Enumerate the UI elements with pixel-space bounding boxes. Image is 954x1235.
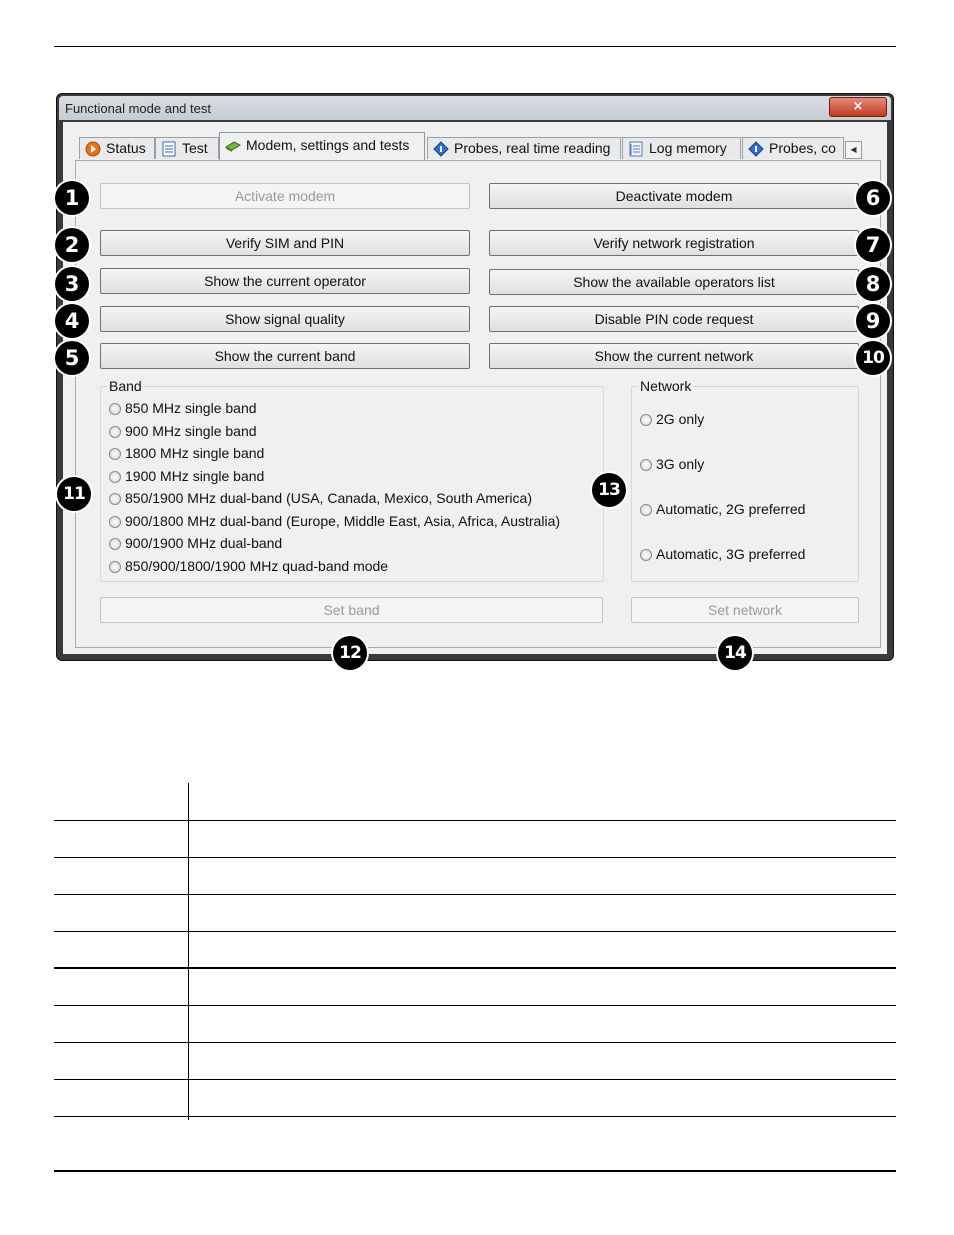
- network-option-label: 2G only: [656, 411, 705, 427]
- network-option[interactable]: [640, 456, 704, 472]
- band-option-label: 900/1800 MHz dual-band (Europe, Middle East, Asia, Africa, Australia): [125, 513, 561, 529]
- modem-icon: [225, 138, 241, 154]
- tab-scroll-left-icon[interactable]: ◀: [845, 141, 862, 159]
- band-option-label: 1800 MHz single band: [125, 445, 265, 461]
- tab-label: Status: [106, 140, 146, 156]
- radio-button[interactable]: [109, 561, 121, 573]
- radio-button[interactable]: [640, 459, 652, 471]
- notebook-icon: [628, 141, 644, 157]
- tab-scroll-arrows: [845, 137, 879, 155]
- table-row: [54, 821, 896, 858]
- disable-pin-request-button[interactable]: Disable PIN code request: [489, 306, 859, 332]
- show-current-operator-button[interactable]: Show the current operator: [100, 268, 470, 294]
- band-option[interactable]: [109, 490, 532, 506]
- radio-button[interactable]: [640, 549, 652, 561]
- table-row: [54, 1006, 896, 1043]
- band-option[interactable]: [109, 445, 264, 461]
- checklist-icon: [161, 141, 177, 157]
- set-band-button[interactable]: Set band: [100, 597, 603, 623]
- callout-marker: 7: [856, 228, 890, 262]
- tab-label: Probes, real time reading: [454, 140, 611, 156]
- band-group-label: Band: [109, 378, 142, 394]
- table-row: [54, 1043, 896, 1080]
- band-option-label: 1900 MHz single band: [125, 468, 265, 484]
- callout-marker: 5: [55, 341, 89, 375]
- callout-marker: 13: [592, 473, 626, 507]
- band-option[interactable]: [109, 400, 257, 416]
- radio-button[interactable]: [109, 426, 121, 438]
- verify-sim-pin-button[interactable]: Verify SIM and PIN: [100, 230, 470, 256]
- close-icon: ×: [852, 99, 864, 114]
- tab-probes-realtime[interactable]: [427, 137, 621, 159]
- show-operators-list-button[interactable]: Show the available operators list: [489, 269, 859, 295]
- band-option[interactable]: [109, 423, 257, 439]
- radio-button[interactable]: [640, 414, 652, 426]
- band-option-label: 850/900/1800/1900 MHz quad-band mode: [125, 558, 389, 574]
- network-option-label: Automatic, 3G preferred: [656, 546, 806, 562]
- radio-button[interactable]: [109, 403, 121, 415]
- modem-settings-panel: [75, 160, 881, 648]
- activate-modem-button[interactable]: Activate modem: [100, 183, 470, 209]
- radio-button[interactable]: [109, 493, 121, 505]
- tab-test[interactable]: [155, 137, 219, 159]
- band-option[interactable]: [109, 558, 388, 574]
- callout-marker: 3: [55, 267, 89, 301]
- band-option[interactable]: [109, 513, 560, 529]
- tab-log-memory[interactable]: [622, 137, 741, 159]
- tab-label: Test: [182, 140, 208, 156]
- radio-button[interactable]: [109, 448, 121, 460]
- callout-marker: 12: [333, 636, 367, 670]
- callout-marker: 10: [856, 341, 890, 375]
- tab-status[interactable]: [79, 137, 155, 159]
- radio-button[interactable]: [109, 471, 121, 483]
- show-current-network-button[interactable]: Show the current network: [489, 343, 859, 369]
- network-option-label: 3G only: [656, 456, 705, 472]
- tab-modem-settings[interactable]: [219, 132, 425, 160]
- close-button[interactable]: [829, 97, 887, 117]
- tab-label: Log memory: [649, 140, 727, 156]
- bottom-rule: [54, 1170, 896, 1172]
- radio-button[interactable]: [109, 516, 121, 528]
- band-option-label: 900 MHz single band: [125, 423, 257, 439]
- network-group-label: Network: [640, 378, 692, 394]
- network-group: [631, 378, 859, 582]
- table-row: [54, 969, 896, 1006]
- band-option[interactable]: [109, 535, 282, 551]
- callout-marker: 6: [856, 181, 890, 215]
- tab-label: Modem, settings and tests: [246, 137, 410, 153]
- radio-button[interactable]: [109, 538, 121, 550]
- callout-marker: 2: [55, 228, 89, 262]
- band-option-label: 850 MHz single band: [125, 400, 257, 416]
- network-option-label: Automatic, 2G preferred: [656, 501, 806, 517]
- band-option-label: 900/1900 MHz dual-band: [125, 535, 283, 551]
- blue-diamond-icon: [748, 141, 764, 157]
- functional-mode-window: [56, 93, 894, 661]
- deactivate-modem-button[interactable]: Deactivate modem: [489, 183, 859, 209]
- network-option[interactable]: [640, 411, 704, 427]
- callout-marker: 9: [856, 304, 890, 338]
- reference-table: [54, 783, 896, 1117]
- callout-marker: 1: [55, 181, 89, 215]
- tab-probes-co[interactable]: [742, 137, 844, 159]
- set-network-button[interactable]: Set network: [631, 597, 859, 623]
- table-row: [54, 783, 896, 821]
- callout-marker: 8: [856, 267, 890, 301]
- blue-diamond-icon: [433, 141, 449, 157]
- table-row: [54, 895, 896, 932]
- window-client-area: [63, 122, 887, 654]
- title-bar[interactable]: [59, 96, 891, 120]
- table-row: [54, 858, 896, 895]
- orange-circle-icon: [85, 141, 101, 157]
- top-rule: [54, 46, 896, 47]
- verify-network-registration-button[interactable]: Verify network registration: [489, 230, 859, 256]
- tab-strip: [71, 132, 881, 160]
- table-row: [54, 1080, 896, 1117]
- callout-marker: 4: [55, 304, 89, 338]
- network-option[interactable]: [640, 546, 805, 562]
- radio-button[interactable]: [640, 504, 652, 516]
- band-option[interactable]: [109, 468, 264, 484]
- callout-marker: 11: [57, 477, 91, 511]
- band-group: [100, 378, 604, 582]
- tab-label: Probes, co: [769, 140, 836, 156]
- show-current-band-button[interactable]: Show the current band: [100, 343, 470, 369]
- table-row: [54, 932, 896, 969]
- show-signal-quality-button[interactable]: Show signal quality: [100, 306, 470, 332]
- network-option[interactable]: [640, 501, 805, 517]
- band-option-label: 850/1900 MHz dual-band (USA, Canada, Mexico, South America): [125, 490, 532, 506]
- callout-marker: 14: [718, 636, 752, 670]
- window-title: Functional mode and test: [65, 101, 211, 116]
